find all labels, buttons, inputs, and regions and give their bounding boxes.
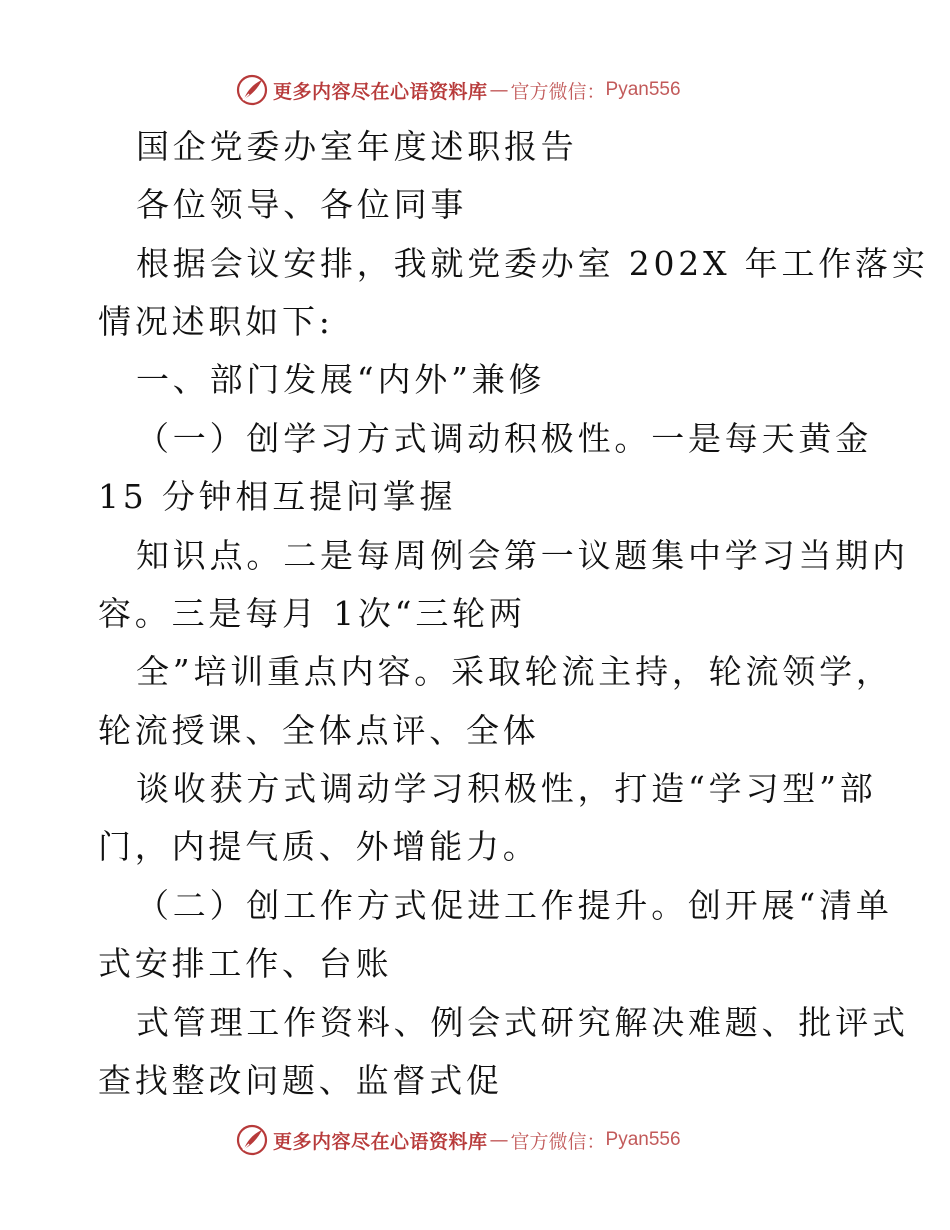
banner-separator: —: [489, 1129, 509, 1151]
paragraph-line: 容。三是每月 1次“三轮两: [98, 594, 526, 633]
paragraph-line: 查找整改问题、监督式促: [98, 1061, 503, 1100]
paragraph-line: 轮流授课、全体点评、全体: [98, 711, 540, 750]
paragraph-line: 谈收获方式调动学习积极性，打造“学习型”部: [136, 769, 877, 808]
paragraph-line: 根据会议安排，我就党委办室 202X 年工作落实: [136, 244, 929, 283]
paragraph-line: 全”培训重点内容。采取轮流主持，轮流领学，: [136, 652, 893, 691]
paragraph-line: 15 分钟相互提问掌握: [98, 477, 457, 516]
banner-main-text: 更多内容尽在心语资料库: [273, 80, 488, 103]
banner-wechat-id: Pyan556: [605, 1129, 681, 1150]
banner-wechat-label: 官方微信：: [510, 80, 606, 103]
paragraph-line: 式管理工作资料、例会式研究解决难题、批评式: [136, 1003, 909, 1042]
footer-banner: [235, 1123, 681, 1157]
section-heading: 一、部门发展“内外”兼修: [136, 360, 546, 399]
paragraph-line: 情况述职如下:: [98, 302, 334, 341]
paragraph-line: 式安排工作、台账: [98, 944, 393, 983]
paragraph-line: 知识点。二是每周例会第一议题集中学习当期内: [136, 536, 909, 575]
document-title: 国企党委办室年度述职报告: [136, 127, 578, 166]
salutation: 各位领导、各位同事: [136, 185, 468, 224]
subsection-heading: （二）创工作方式促进工作提升。创开展“清单: [136, 886, 893, 925]
feather-pen-logo-icon: [235, 73, 269, 107]
banner-wechat-label: 官方微信：: [510, 1130, 606, 1153]
banner-main-text: 更多内容尽在心语资料库: [273, 1130, 488, 1153]
feather-pen-logo-icon: [235, 1123, 269, 1157]
paragraph-line: 门，内提气质、外增能力。: [98, 827, 540, 866]
header-banner: [235, 73, 681, 107]
banner-wechat-id: Pyan556: [605, 79, 681, 100]
subsection-heading: （一）创学习方式调动积极性。一是每天黄金: [136, 419, 872, 458]
banner-separator: —: [489, 79, 509, 101]
